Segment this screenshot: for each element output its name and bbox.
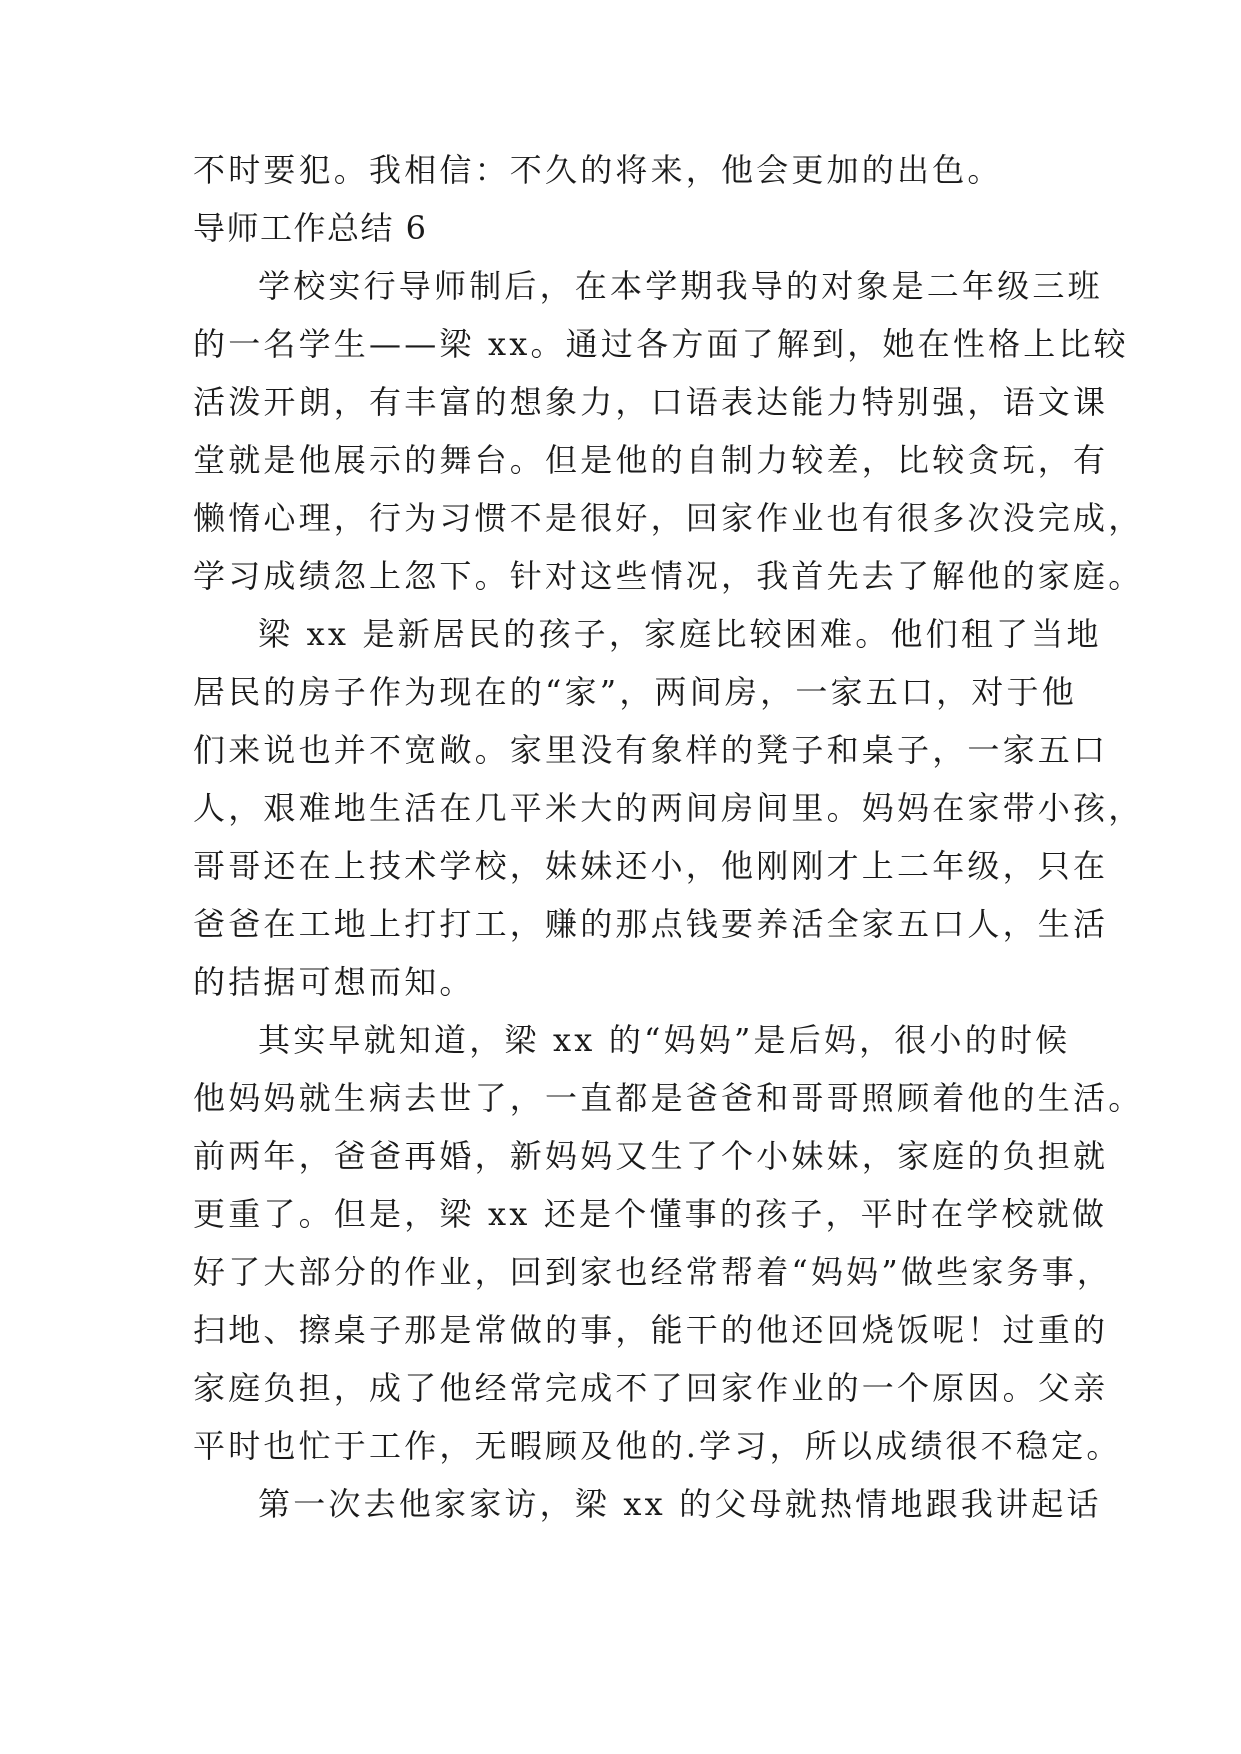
paragraph-line: 人，艰难地生活在几平米大的两间房间里。妈妈在家带小孩， [193, 789, 1144, 827]
section-title: 导师工作总结 6 [193, 209, 428, 247]
paragraph-line: 堂就是他展示的舞台。但是他的自制力较差，比较贪玩，有 [193, 441, 1109, 479]
paragraph-line: 平时也忙于工作，无暇顾及他的.学习，所以成绩很不稳定。 [193, 1427, 1122, 1465]
paragraph-line: 们来说也并不宽敞。家里没有象样的凳子和桌子，一家五口 [193, 731, 1109, 769]
paragraph-line: 好了大部分的作业，回到家也经常帮着“妈妈”做些家务事， [193, 1253, 1113, 1291]
paragraph-line: 学校实行导师制后，在本学期我导的对象是二年级三班 [258, 267, 1103, 305]
paragraph-line: 的拮据可想而知。 [193, 963, 475, 1001]
paragraph-line: 活泼开朗，有丰富的想象力，口语表达能力特别强，语文课 [193, 383, 1109, 421]
paragraph-line: 懒惰心理，行为习惯不是很好，回家作业也有很多次没完成， [193, 499, 1144, 537]
paragraph-line: 扫地、擦桌子那是常做的事，能干的他还回烧饭呢！过重的 [193, 1311, 1109, 1349]
paragraph-line: 家庭负担，成了他经常完成不了回家作业的一个原因。父亲 [193, 1369, 1109, 1407]
paragraph-line: 更重了。但是，梁 xx 还是个懂事的孩子，平时在学校就做 [193, 1195, 1108, 1233]
paragraph-line: 学习成绩忽上忽下。针对这些情况，我首先去了解他的家庭。 [193, 557, 1144, 595]
paragraph-line: 他妈妈就生病去世了，一直都是爸爸和哥哥照顾着他的生活。 [193, 1079, 1144, 1117]
paragraph-line: 前两年，爸爸再婚，新妈妈又生了个小妹妹，家庭的负担就 [193, 1137, 1109, 1175]
paragraph-line: 其实早就知道，梁 xx 的“妈妈”是后妈，很小的时候 [258, 1021, 1071, 1059]
paragraph-line: 哥哥还在上技术学校，妹妹还小，他刚刚才上二年级，只在 [193, 847, 1109, 885]
paragraph-line: 居民的房子作为现在的“家”，两间房，一家五口，对于他 [193, 673, 1077, 711]
paragraph-line: 第一次去他家家访，梁 xx 的父母就热情地跟我讲起话 [258, 1485, 1102, 1523]
paragraph-line: 的一名学生——梁 xx。通过各方面了解到，她在性格上比较 [193, 325, 1129, 363]
paragraph-line: 爸爸在工地上打打工，赚的那点钱要养活全家五口人，生活 [193, 905, 1109, 943]
text-line: 不时要犯。我相信：不久的将来，他会更加的出色。 [193, 151, 1003, 189]
paragraph-line: 梁 xx 是新居民的孩子，家庭比较困难。他们租了当地 [258, 615, 1102, 653]
